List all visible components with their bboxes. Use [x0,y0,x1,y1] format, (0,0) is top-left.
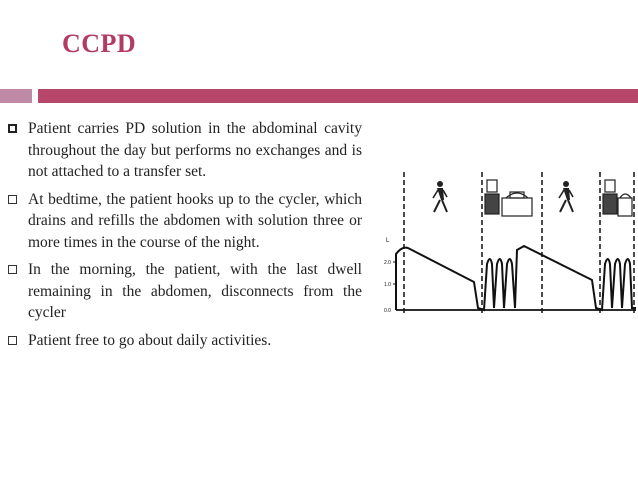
walking-person-icon [433,181,447,212]
bullet-text: At bedtime, the patient hooks up to the cycler, which drains and refills the abdomen with solution three or more times in the course of the night. [28,190,362,251]
accent-bar-main [38,89,638,103]
bullet-text: Patient free to go about daily activities. [28,331,272,349]
bullet-list [6,118,362,357]
hollow-square-bullet-icon [8,336,17,345]
ccpd-volume-diagram [384,168,638,320]
bullet-text: In the morning, the patient, with the last dwell remaining in the abdomen, disconnects from the cycler [28,261,362,321]
cycler-machine-icon [603,180,632,216]
y-tick-label: 2.0 [384,260,391,266]
bullet-item [6,189,362,254]
y-tick-label: 0.0 [384,308,391,314]
square-bullet-icon [8,124,17,133]
bullet-text: Patient carries PD solution in the abdominal cavity throughout the day but performs no exchanges and is not attached to a transfer set. [28,120,362,180]
hollow-square-bullet-icon [8,195,17,204]
y-axis-unit: L [386,238,390,244]
y-tick-label: 1.0 [384,282,391,288]
bullet-item [6,330,362,352]
walking-person-icon [559,181,573,212]
cycler-machine-icon [485,180,532,216]
bullet-item [6,118,362,183]
hollow-square-bullet-icon [8,265,17,274]
bullet-item [6,259,362,324]
accent-bar-left [0,89,32,103]
slide-title: CCPD [62,29,137,58]
